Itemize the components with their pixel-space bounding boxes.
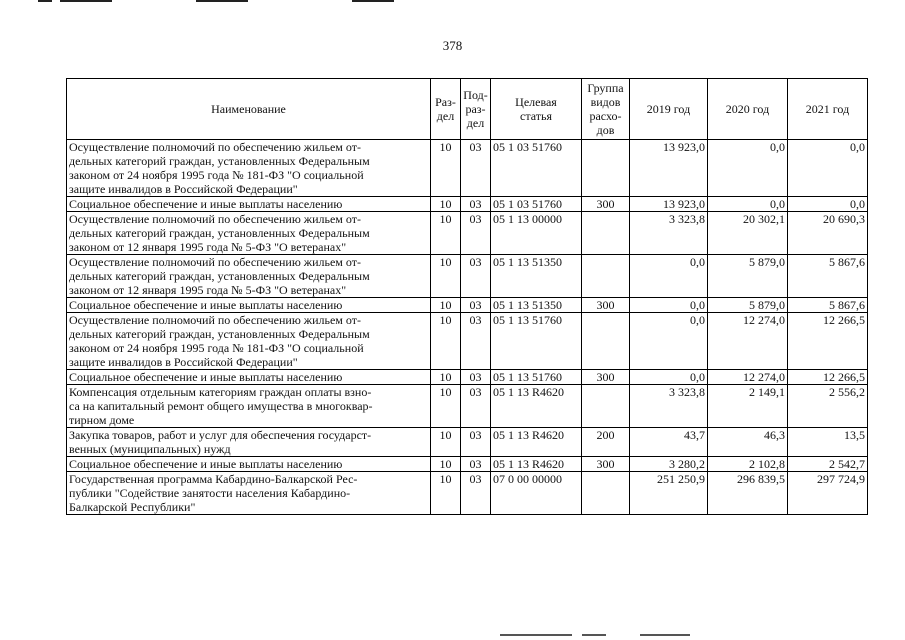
cell-2021: 12 266,5 xyxy=(788,370,868,385)
header-expense-group: Группа видов расхо- дов xyxy=(582,79,630,140)
cell-section: 10 xyxy=(431,255,461,298)
table-row xyxy=(67,140,868,197)
cell-section: 10 xyxy=(431,385,461,428)
table-row xyxy=(67,472,868,515)
cell-2020: 12 274,0 xyxy=(708,313,788,370)
cell-section: 10 xyxy=(431,212,461,255)
scan-artifact-bottom xyxy=(582,634,606,636)
scan-artifact-bottom xyxy=(640,634,690,636)
cell-subsection: 03 xyxy=(461,197,491,212)
cell-2021: 0,0 xyxy=(788,140,868,197)
cell-subsection: 03 xyxy=(461,298,491,313)
table-row xyxy=(67,428,868,457)
scan-artifact-top xyxy=(352,0,394,2)
cell-name: Осуществление полномочий по обеспечению жильем от- дельных категорий граждан, установленных Федеральным законом от 12 января 1995 года № 5-ФЗ "О ветеранах" xyxy=(67,212,431,255)
header-2020: 2020 год xyxy=(708,79,788,140)
cell-expense-group xyxy=(582,212,630,255)
cell-subsection: 03 xyxy=(461,140,491,197)
cell-target-article: 05 1 13 51350 xyxy=(491,255,582,298)
cell-name: Осуществление полномочий по обеспечению жильем от- дельных категорий граждан, установленных Федеральным законом от 24 ноября 1995 года № 181-ФЗ "О социальной защите инвалидов в Российской Федерации" xyxy=(67,140,431,197)
cell-2020: 0,0 xyxy=(708,197,788,212)
cell-2019: 0,0 xyxy=(630,298,708,313)
cell-name: Осуществление полномочий по обеспечению жильем от- дельных категорий граждан, установленных Федеральным законом от 12 января 1995 года № 5-ФЗ "О ветеранах" xyxy=(67,255,431,298)
cell-subsection: 03 xyxy=(461,370,491,385)
cell-expense-group xyxy=(582,140,630,197)
table-row xyxy=(67,313,868,370)
cell-expense-group xyxy=(582,472,630,515)
cell-2021: 297 724,9 xyxy=(788,472,868,515)
table-row xyxy=(67,298,868,313)
cell-2021: 2 556,2 xyxy=(788,385,868,428)
cell-name: Социальное обеспечение и иные выплаты населению xyxy=(67,457,431,472)
cell-subsection: 03 xyxy=(461,313,491,370)
cell-section: 10 xyxy=(431,298,461,313)
cell-2021: 13,5 xyxy=(788,428,868,457)
cell-target-article: 07 0 00 00000 xyxy=(491,472,582,515)
cell-2019: 3 323,8 xyxy=(630,212,708,255)
cell-target-article: 05 1 03 51760 xyxy=(491,140,582,197)
cell-2019: 0,0 xyxy=(630,370,708,385)
cell-target-article: 05 1 13 R4620 xyxy=(491,428,582,457)
cell-expense-group: 300 xyxy=(582,457,630,472)
cell-2021: 2 542,7 xyxy=(788,457,868,472)
scan-artifact-top xyxy=(196,0,248,2)
cell-section: 10 xyxy=(431,428,461,457)
cell-2019: 13 923,0 xyxy=(630,197,708,212)
table-row xyxy=(67,457,868,472)
cell-name: Государственная программа Кабардино-Балкарской Рес- публики "Содействие занятости населения Кабардино- Балкарской Республики" xyxy=(67,472,431,515)
header-2021: 2021 год xyxy=(788,79,868,140)
cell-name: Осуществление полномочий по обеспечению жильем от- дельных категорий граждан, установленных Федеральным законом от 24 ноября 1995 года № 181-ФЗ "О социальной защите инвалидов в Российской Федерации" xyxy=(67,313,431,370)
cell-2021: 5 867,6 xyxy=(788,298,868,313)
cell-2019: 13 923,0 xyxy=(630,140,708,197)
cell-expense-group: 300 xyxy=(582,370,630,385)
cell-subsection: 03 xyxy=(461,472,491,515)
cell-subsection: 03 xyxy=(461,457,491,472)
table-row xyxy=(67,212,868,255)
cell-name: Социальное обеспечение и иные выплаты населению xyxy=(67,197,431,212)
cell-section: 10 xyxy=(431,370,461,385)
cell-target-article: 05 1 13 R4620 xyxy=(491,385,582,428)
table-row xyxy=(67,197,868,212)
cell-section: 10 xyxy=(431,197,461,212)
cell-name: Социальное обеспечение и иные выплаты населению xyxy=(67,298,431,313)
cell-2021: 5 867,6 xyxy=(788,255,868,298)
table-row xyxy=(67,385,868,428)
cell-2019: 0,0 xyxy=(630,255,708,298)
cell-2020: 296 839,5 xyxy=(708,472,788,515)
cell-subsection: 03 xyxy=(461,385,491,428)
header-2019: 2019 год xyxy=(630,79,708,140)
table-body xyxy=(67,140,868,515)
cell-2020: 2 102,8 xyxy=(708,457,788,472)
cell-2019: 3 323,8 xyxy=(630,385,708,428)
cell-name: Социальное обеспечение и иные выплаты населению xyxy=(67,370,431,385)
scan-artifact-top xyxy=(38,0,52,2)
cell-target-article: 05 1 13 51760 xyxy=(491,370,582,385)
cell-2019: 43,7 xyxy=(630,428,708,457)
cell-target-article: 05 1 03 51760 xyxy=(491,197,582,212)
cell-2020: 0,0 xyxy=(708,140,788,197)
header-target-article: Целевая статья xyxy=(491,79,582,140)
cell-name: Компенсация отдельным категориям граждан оплаты взно- са на капитальный ремонт общего имущества в многоквар- тирном доме xyxy=(67,385,431,428)
scan-artifact-bottom xyxy=(500,634,572,636)
cell-2020: 12 274,0 xyxy=(708,370,788,385)
cell-section: 10 xyxy=(431,472,461,515)
header-row xyxy=(67,79,868,140)
table-row xyxy=(67,255,868,298)
cell-2019: 0,0 xyxy=(630,313,708,370)
cell-expense-group xyxy=(582,385,630,428)
cell-section: 10 xyxy=(431,457,461,472)
cell-subsection: 03 xyxy=(461,212,491,255)
cell-2021: 20 690,3 xyxy=(788,212,868,255)
cell-name: Закупка товаров, работ и услуг для обеспечения государст- венных (муниципальных) нужд xyxy=(67,428,431,457)
cell-expense-group: 300 xyxy=(582,298,630,313)
header-subsection: Под- раз- дел xyxy=(461,79,491,140)
cell-target-article: 05 1 13 R4620 xyxy=(491,457,582,472)
cell-subsection: 03 xyxy=(461,255,491,298)
cell-section: 10 xyxy=(431,140,461,197)
cell-expense-group: 300 xyxy=(582,197,630,212)
cell-2020: 46,3 xyxy=(708,428,788,457)
budget-table xyxy=(66,78,868,515)
cell-2019: 3 280,2 xyxy=(630,457,708,472)
cell-2020: 5 879,0 xyxy=(708,298,788,313)
cell-2020: 5 879,0 xyxy=(708,255,788,298)
cell-2020: 20 302,1 xyxy=(708,212,788,255)
cell-subsection: 03 xyxy=(461,428,491,457)
cell-target-article: 05 1 13 51760 xyxy=(491,313,582,370)
cell-2019: 251 250,9 xyxy=(630,472,708,515)
cell-2021: 0,0 xyxy=(788,197,868,212)
scan-artifact-top xyxy=(60,0,112,2)
header-section: Раз- дел xyxy=(431,79,461,140)
header-name: Наименование xyxy=(67,79,431,140)
cell-expense-group xyxy=(582,313,630,370)
cell-expense-group xyxy=(582,255,630,298)
cell-target-article: 05 1 13 51350 xyxy=(491,298,582,313)
cell-expense-group: 200 xyxy=(582,428,630,457)
cell-section: 10 xyxy=(431,313,461,370)
cell-2020: 2 149,1 xyxy=(708,385,788,428)
cell-target-article: 05 1 13 00000 xyxy=(491,212,582,255)
table-row xyxy=(67,370,868,385)
cell-2021: 12 266,5 xyxy=(788,313,868,370)
page-number: 378 xyxy=(442,38,463,53)
